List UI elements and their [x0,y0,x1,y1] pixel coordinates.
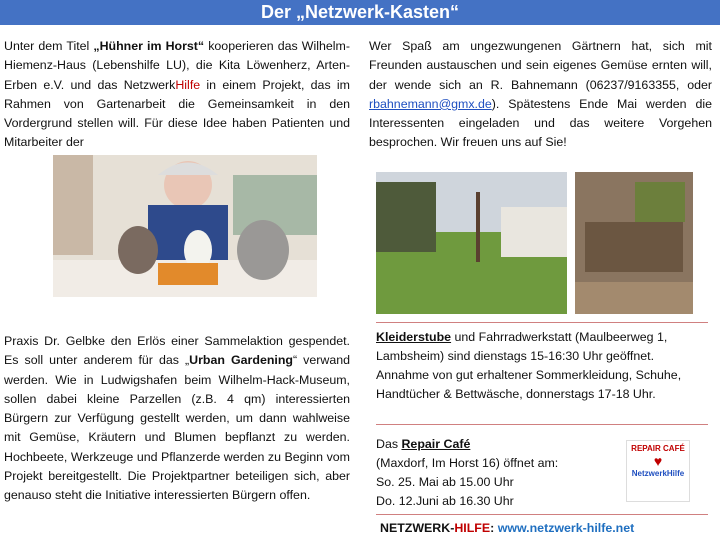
footer [380,521,634,535]
intro-text-1: Unter dem Titel [4,39,94,53]
repair-cafe-info [376,435,616,511]
repair-date-1: So. 25. Mai ab 15.00 Uhr [376,475,514,489]
kleiderstube-info [376,328,706,404]
logo-repair-text: REPAIR CAFÉ [631,444,685,453]
photo-garden-lawn [376,172,567,314]
logo-brand-text: NetzwerkHilfe [631,469,685,478]
photo-person-with-chicken-puppets [53,155,317,297]
divider-top [376,322,708,323]
kleiderstube-title: Kleiderstube [376,330,452,344]
intro-text-2: kooperieren das Wilhelm-Hiemenz-Haus (Lebenshilfe LU), die Kita Löwenherz, Arten-Erben e.V. und das Netzwerk [4,39,350,92]
intro-paragraph [4,37,350,153]
contact-text-2: ). Spätestens Ende Mai werden die Interessenten eingeladen und das weitere Vorgehen besprochen. Wir freuen uns auf Sie! [369,96,712,150]
urban-gardening-term: Urban Gardening [189,353,293,368]
banner-title: Der „Netzwerk-Kasten“ [0,0,720,25]
contact-text-1: Wer Spaß am ungezwungenen Gärtnern hat, sich mit Freunden austauschen und sein eigenes Gemüse ernten will, der wende sich an R. Bahnemann (06237/9163355, oder [369,39,712,92]
footer-brand-a: NETZWERK- [380,521,455,535]
footer-brand-b: HILFE [454,521,491,535]
repair-prefix: Das [376,437,402,451]
heart-icon: ♥ [653,453,663,469]
hilfe-highlight: Hilfe [175,77,201,92]
divider-middle [376,424,708,425]
email-link[interactable]: rbahnemann@gmx.de [369,96,492,111]
intro-text-3: in einem Projekt, das im Rahmen von Gartenarbeit die Gemeinsamkeit in den Vordergrund stellen will. Für diese Idee haben Patienten und Mitarbeiter der [4,77,350,150]
project-title: „Hühner im Horst“ [93,39,205,53]
repair-cafe-logo [626,440,690,502]
divider-bottom [376,514,708,515]
contact-paragraph [369,37,712,153]
urban-text-2: “ verwand werden. Wie in Ludwigshafen beim Wilhelm-Hack-Museum, sollen dabei kleine Parzellen (z.B. 4 qm) interessierten Bürgern zur Verfügung gestellt werden, um dann wahlweise mit Gemüse, Kräutern und Blumen bepflanzt zu werden. Hochbeete, Werkzeuge und Pflanzerde werden zu Beginn vom Projekt bereitgestellt. Die Projektpartner beteiligen sich, aber genauso steht die Initiative interessierten Bürgern offen. [4,353,351,503]
repair-location: (Maxdorf, Im Horst 16) öffnet am: [376,456,559,470]
kleiderstube-text: und Fahrradwerkstatt (Maulbeerweg 1, Lambsheim) sind dienstags 15-16:30 Uhr geöffnet. Annahme von gut erhaltener Sommerkleidung, Schuhe, Handtücher & Bettwäsche, donnerstags 17-18 Uhr. [376,330,682,401]
footer-separator: : [490,521,498,535]
urban-gardening-paragraph [4,332,350,506]
footer-url[interactable]: www.netzwerk-hilfe.net [497,521,635,535]
repair-cafe-title: Repair Café [401,437,471,451]
photo-raised-beds [575,172,693,314]
repair-date-2: Do. 12.Juni ab 16.30 Uhr [376,494,514,508]
urban-text-1: Praxis Dr. Gelbke den Erlös einer Sammelaktion gespendet. Es soll unter anderem für das „ [4,334,350,368]
